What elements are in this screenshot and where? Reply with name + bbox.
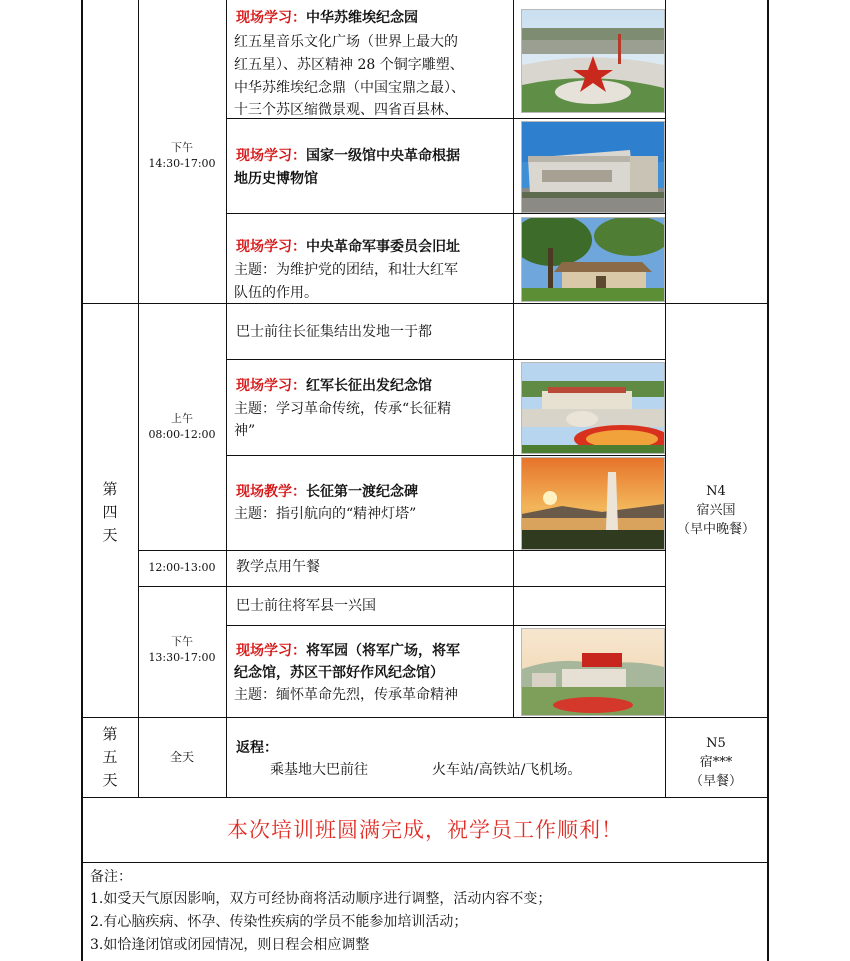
activity-place: 红军长征出发纪念馆 [306, 378, 432, 394]
notes-title: 备注： [90, 869, 132, 885]
day4-stop3-title [236, 641, 460, 661]
day4-stay-info [665, 482, 767, 539]
day-char: 五 [102, 748, 118, 766]
day5-time: 全天 [169, 750, 194, 764]
completion-banner: 本次培训班圆满完成，祝学员工作顺利！ [227, 818, 623, 842]
day4-stop2-body-1: 主题：指引航向的“精神灯塔” [234, 506, 417, 522]
activity-type-label: 现场学习： [236, 378, 306, 394]
meal-info: （早餐） [689, 774, 742, 789]
time-range: 08:00-12:00 [148, 428, 216, 441]
long-march-memorial-hall-photo [521, 362, 665, 454]
day3-stop3-body-1: 主题：为维护党的团结，和壮大红军 [234, 262, 458, 278]
day4-stop3-title-cont: 纪念馆，苏区干部好作风纪念馆） [234, 665, 444, 681]
day4-lunch-time: 12:00-13:00 [148, 561, 216, 574]
time-range: 13:30-17:00 [148, 651, 216, 664]
day4-stop3-body-1: 主题：缅怀革命先烈，传承革命精神 [234, 687, 458, 703]
day4-morning-time [137, 411, 227, 443]
day3-afternoon-time [137, 140, 227, 172]
day4-afternoon-time [137, 634, 227, 666]
time-period: 上午 [171, 412, 193, 425]
stay-location: 宿兴国 [696, 503, 736, 518]
activity-place: 将军园（将军广场，将军 [306, 643, 460, 659]
time-period: 下午 [171, 635, 193, 648]
day3-stop3-body-2: 队伍的作用。 [234, 285, 318, 301]
meal-info: （早中晚餐） [676, 522, 755, 537]
day5-return-text: 乘基地大巴前往 [270, 762, 368, 778]
day-char: 天 [102, 526, 118, 544]
day3-stop1-body-2: 红五星）、苏区精神 28 个铜字雕塑、 [234, 57, 464, 73]
day3-stop2-title-cont: 地历史博物馆 [234, 171, 318, 187]
central-base-museum-photo [521, 121, 665, 213]
note-item-3: 3.如恰逢闭馆或闭园情况，则日程会相应调整 [90, 937, 370, 953]
stay-location: 宿*** [699, 755, 733, 770]
time-range: 14:30-17:00 [148, 157, 216, 170]
day5-label [98, 723, 122, 792]
itinerary-text: 巴士前往长征集结出发地一于都 [236, 324, 432, 340]
day4-stop1-body-2: 神” [234, 423, 256, 439]
day4-lunch: 教学点用午餐 [236, 559, 320, 575]
activity-place: 中华苏维埃纪念园 [306, 10, 418, 26]
day4-stop1-title [236, 376, 432, 396]
time-period: 下午 [171, 141, 193, 154]
day-char: 天 [102, 771, 118, 789]
activity-place: 中央革命军事委员会旧址 [306, 239, 460, 255]
day-char: 第 [102, 725, 118, 743]
day5-return-destination: 火车站/高铁站/飞机场。 [432, 762, 582, 778]
day-char: 四 [102, 503, 118, 521]
night-number: N5 [706, 736, 726, 751]
activity-place: 长征第一渡纪念碑 [306, 484, 418, 500]
day3-stop1-body-3: 中华苏维埃纪念鼎（中国宝鼎之最）、 [234, 80, 465, 96]
day4-stop2-title [236, 482, 418, 502]
note-item-2: 2.有心脑疾病、怀孕、传染性疾病的学员不能参加培训活动； [90, 914, 468, 930]
day4-bus-yudu [236, 322, 432, 342]
day3-stop2-title [236, 146, 460, 166]
activity-type-label: 现场学习： [236, 643, 306, 659]
military-commission-site-photo [521, 217, 665, 302]
day4-bus-xingguo: 巴士前往将军县一兴国 [236, 598, 376, 614]
note-item-1: 1.如受天气原因影响，双方可经协商将活动顺序进行调整，活动内容不变； [90, 891, 552, 907]
night-number: N4 [706, 484, 726, 499]
day3-stop1-body-4: 十三个苏区缩微景观、四省百县林、 [234, 102, 458, 118]
day4-stop1-body-1: 主题：学习革命传统，传承“长征精 [234, 401, 452, 417]
general-park-photo [521, 628, 665, 716]
day3-stop3-title [236, 237, 460, 257]
first-crossing-monument-photo [521, 457, 665, 550]
day5-stay-info [665, 734, 767, 791]
activity-type-label: 现场学习： [236, 148, 306, 164]
day5-return-label: 返程： [236, 740, 278, 756]
day3-stop1-title [236, 8, 418, 28]
activity-type-label: 现场学习： [236, 10, 306, 26]
activity-type-label: 现场教学： [236, 484, 306, 500]
day4-label [98, 478, 122, 547]
day-char: 第 [102, 480, 118, 498]
soviet-memorial-park-photo [521, 9, 665, 113]
day3-stop1-body-1: 红五星音乐文化广场（世界上最大的 [234, 34, 458, 50]
activity-place: 国家一级馆中央革命根据 [306, 148, 460, 164]
activity-type-label: 现场学习： [236, 239, 306, 255]
